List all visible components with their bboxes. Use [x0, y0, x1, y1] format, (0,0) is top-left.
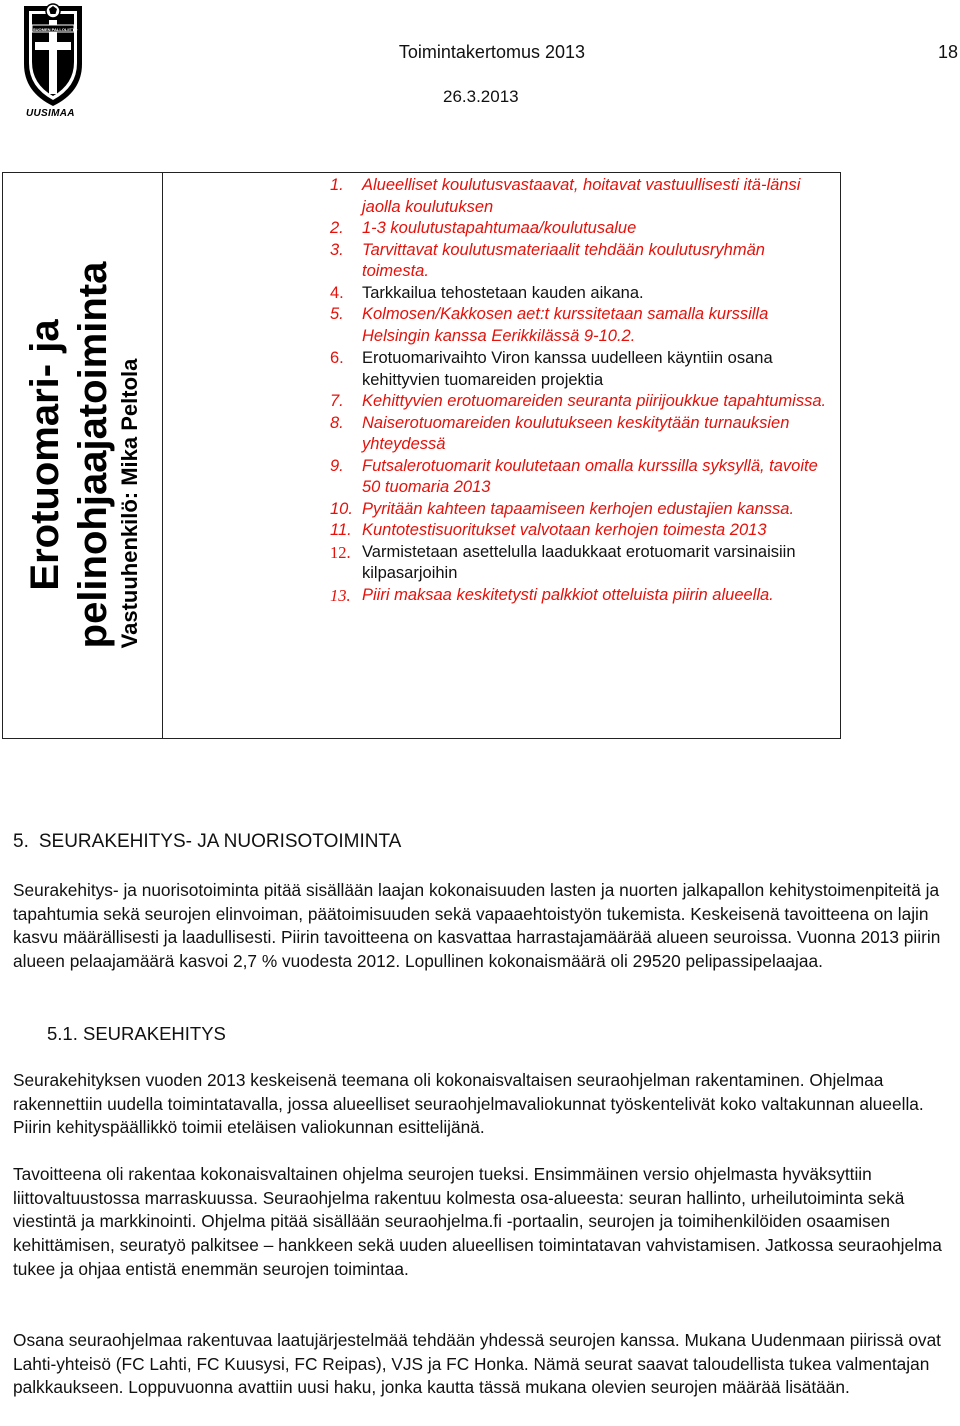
- list-item: 9. Futsalerotuomarit koulutetaan omalla kurssilla syksyllä, tavoite 50 tuomaria 2013: [330, 456, 818, 496]
- page-number: 18: [938, 42, 959, 62]
- list-item: 1. Alueelliset koulutusvastaavat, hoitavat vastuullisesti itä-länsi jaolla koulutuksen: [330, 176, 801, 216]
- list-item: 6. Erotuomarivaihto Viron kanssa uudelleen käyntiin osana kehittyvien tuomareiden projektia: [330, 349, 773, 389]
- list-item: 12. Varmistetaan asettelulla laadukkaat erotuomarit varsinaisiin kilpasarjoihin: [330, 542, 796, 582]
- list-item: 7. Kehittyvien erotuomareiden seuranta piirijoukkue tapahtumissa.: [330, 392, 827, 410]
- section-number: 5.: [13, 831, 29, 852]
- list-item: 11. Kuntotestisuoritukset valvotaan kerhojen toimesta 2013: [330, 521, 767, 539]
- document-title: Toimintakertomus 2013: [398, 42, 585, 62]
- logo-bottom-text: UUSIMAA: [26, 108, 75, 119]
- list-item: 10. Pyritään kahteen tapaamiseen kerhojen edustajien kanssa.: [330, 499, 795, 518]
- list-item: 8. Naiserotuomareiden koulutukseen keskitytään turnauksien yhteydessä: [330, 413, 790, 453]
- subsection-heading: 5.1. SEURAKEHITYS: [47, 1023, 226, 1044]
- subsection-paragraph-1: Seurakehityksen vuoden 2013 keskeisenä teemana oli kokonaisvaltaisen seuraohjelman rakentaminen. Ohjelmaa rakennettiin uudella toimintatavalla, jossa alueelliset seuraohjelmavaliokunnat työskentelivät koko valtakunnan alueella. Piirin kehityspäällikkö toimii eteläisen valiokunnan esittelijänä.: [13, 1070, 924, 1138]
- plan-list: [330, 175, 835, 606]
- section-paragraph: Seurakehitys- ja nuorisotoiminta pitää sisällään laajan kokonaisuuden lasten ja nuorten jalkapallon kehitystoimenpiteitä ja tapahtumia sekä seurojen elinvoiman, päätoimisuuden sekä vapaaehtoistyön tukemista. Keskeisenä tavoitteena on lajin kasvu määrällisesti ja laadullisesti. Piirin tavoitteena on kasvattaa harrastajamäärää alueen seuroissa. Vuonna 2013 piirin alueen pelaajamäärä kasvoi 2,7 % vuodesta 2012. Lopullinen kokonaismäärä oli 29520 pelipassipelaajaa.: [13, 880, 941, 972]
- list-item: 4. Tarkkailua tehostetaan kauden aikana.: [330, 283, 644, 302]
- palloliitto-uusimaa-logo: [18, 2, 88, 120]
- responsible-person: Vastuuhenkilö: Mika Peltola: [117, 358, 142, 649]
- section-title-line1: Erotuomari- ja: [23, 319, 67, 591]
- section-title-line2: pelinohjaajatoiminta: [71, 261, 115, 649]
- document-date: 26.3.2013: [443, 87, 519, 106]
- section-title-vertical: [21, 262, 143, 649]
- section-heading-text: SEURAKEHITYS- JA NUORISOTOIMINTA: [38, 831, 402, 852]
- subsection-paragraph-3: Osana seuraohjelmaa rakentuvaa laatujärjestelmää tehdään yhdessä seurojen kanssa. Mukana Uudenmaan piirissä ovat Lahti-yhteisö (FC Lahti, FC Kuusysi, FC Reipas), VJS ja FC Honka. Nämä seurat saavat taloudellista tukea valmentajan palkkaukseen. Loppuvuonna avattiin uusi haku, jonka kautta tässä mukana olevien seurojen määrää lisätään.: [13, 1330, 941, 1398]
- subsection-paragraph-2: Tavoitteena oli rakentaa kokonaisvaltainen ohjelma seurojen tueksi. Ensimmäinen versio ohjelmasta hyväksyttiin liittovaltuustossa marraskuussa. Seuraohjelma rakentuu kolmesta osa-alueesta: seuran hallinto, urheilutoiminta sekä viestintä ja markkinointi. Ohjelma pitää sisällään seuraohjelma.fi -portaalin, seurojen ja toimihenkilöiden osaamisen kehittämisen, seuratyö palkitsee – hankkeen sekä uuden alueellisen toimintatavan vahvistamisen. Jatkossa seuraohjelma tukee ja ohjaa entistä enemmän seurojen toimintaa.: [13, 1164, 942, 1279]
- list-item: 13. Piiri maksaa keskitetysti palkkiot otteluista piirin alueella.: [330, 585, 774, 605]
- list-item: 3. Tarvittavat koulutusmateriaalit tehdään koulutusryhmän toimesta.: [330, 240, 765, 280]
- shield-emblem-icon: [18, 2, 88, 120]
- list-item: 5. Kolmosen/Kakkosen aet:t kurssitetaan samalla kurssilla Helsingin kanssa Eerikkilässä 9-10.2.: [330, 305, 769, 345]
- logo-top-text: SUOMEN PALLOLIITTO: [33, 27, 78, 32]
- section-heading: [13, 831, 401, 853]
- list-item: 2. 1-3 koulutustapahtumaa/koulutusalue: [330, 219, 637, 237]
